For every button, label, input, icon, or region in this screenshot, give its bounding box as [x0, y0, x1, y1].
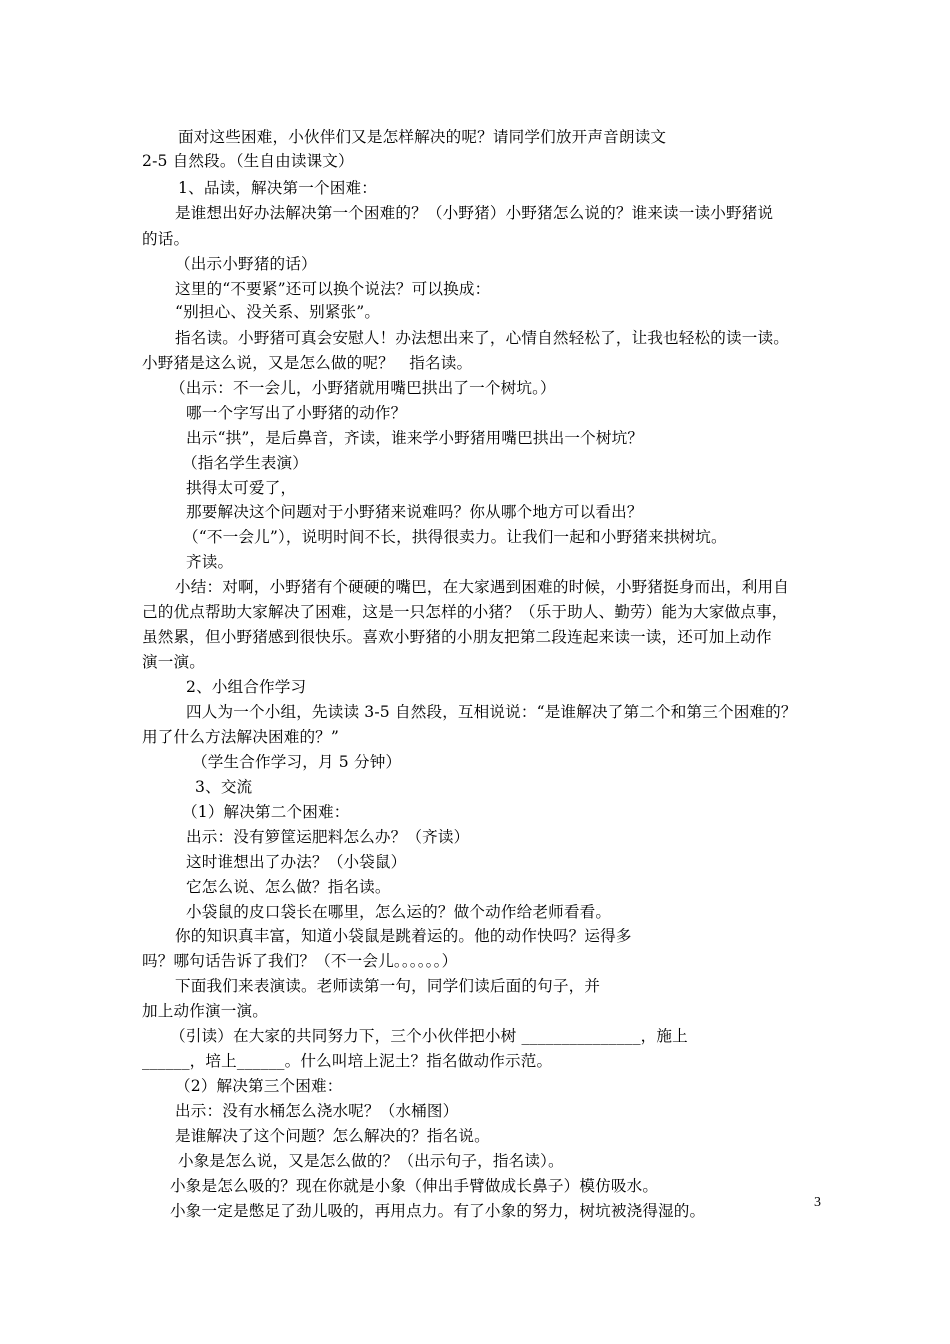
- text-line: （学生合作学习，月 5 分钟）: [192, 753, 402, 771]
- text-line: 演一演。: [142, 653, 205, 671]
- text-line: （引读）在大家的共同努力下，三个小伙伴把小树 _______________，施上: [170, 1027, 688, 1045]
- text-line: 出示“拱”，是后鼻音，齐读，谁来学小野猪用嘴巴拱出一个树坑？: [186, 429, 644, 447]
- text-line: 拱得太可爱了，: [186, 479, 297, 497]
- text-line: “别担心、没关系、别紧张”。: [175, 303, 381, 321]
- text-line: （2）解决第三个困难：: [175, 1077, 343, 1095]
- text-line: （出示：不一会儿，小野猪就用嘴巴拱出了一个树坑。）: [170, 379, 556, 397]
- text-line: （1）解决第二个困难：: [182, 803, 350, 821]
- text-line: 这里的“不要紧”还可以换个说法？可以换成：: [175, 280, 491, 298]
- text-line: （指名学生表演）: [182, 454, 308, 472]
- text-line: 虽然累，但小野猪感到很快乐。喜欢小野猪的小朋友把第二段连起来读一读，还可加上动作: [142, 628, 772, 646]
- page-number: 3: [814, 1195, 821, 1210]
- text-line: （出示小野猪的话）: [175, 255, 317, 273]
- text-line: 2-5 自然段。（生自由读课文）: [142, 152, 354, 170]
- text-line: 指名读。小野猪可真会安慰人！办法想出来了，心情自然轻松了，让我也轻松的读一读。: [175, 329, 790, 347]
- text-line: 小野猪是这么说，又是怎么做的呢？ 指名读。: [142, 354, 473, 372]
- text-line: 四人为一个小组，先读读 3-5 自然段，互相说说：“是谁解决了第二个和第三个困难的？: [186, 703, 797, 721]
- text-line: 吗？哪句话告诉了我们？（不一会儿。。。。。。）: [142, 952, 458, 970]
- text-line: 加上动作演一演。: [142, 1002, 268, 1020]
- text-line: 齐读。: [186, 553, 234, 571]
- text-line: 的话。: [142, 230, 190, 248]
- text-line: 出示：没有箩筐运肥料怎么办？（齐读）: [186, 828, 470, 846]
- text-line: 这时谁想出了办法？（小袋鼠）: [186, 853, 407, 871]
- text-line: 3、交流: [195, 778, 253, 796]
- text-line: 哪一个字写出了小野猪的动作？: [186, 404, 407, 422]
- text-line: 它怎么说、怎么做？指名读。: [186, 878, 391, 896]
- text-line: 小袋鼠的皮口袋长在哪里，怎么运的？做个动作给老师看看。: [186, 903, 612, 921]
- text-line: 是谁解决了这个问题？怎么解决的？指名说。: [175, 1127, 490, 1145]
- text-line: 你的知识真丰富，知道小袋鼠是跳着运的。他的动作快吗？运得多: [175, 927, 632, 945]
- text-line: ______，培上______。什么叫培上泥土？指名做动作示范。: [142, 1052, 553, 1070]
- text-line: 小象是怎么说，又是怎么做的？（出示句子，指名读）。: [178, 1152, 564, 1170]
- text-line: 1、品读，解决第一个困难：: [178, 179, 377, 197]
- text-line: 小结：对啊，小野猪有个硬硬的嘴巴，在大家遇到困难的时候，小野猪挺身而出，利用自: [175, 578, 790, 596]
- text-line: （“不一会儿”），说明时间不长，拱得很卖力。让我们一起和小野猪来拱树坑。: [183, 528, 727, 546]
- text-line: 己的优点帮助大家解决了困难，这是一只怎样的小猪？（乐于助人、勤劳）能为大家做点事，: [142, 603, 788, 621]
- text-line: 是谁想出好办法解决第一个困难的？（小野猪）小野猪怎么说的？谁来读一读小野猪说: [175, 204, 774, 222]
- text-line: 出示：没有水桶怎么浇水呢？（水桶图）: [175, 1102, 459, 1120]
- text-line: 用了什么方法解决困难的？”: [142, 728, 340, 746]
- text-line: 小象是怎么吸的？现在你就是小象（伸出手臂做成长鼻子）模仿吸水。: [170, 1177, 659, 1195]
- text-line: 2、小组合作学习: [186, 678, 307, 696]
- text-line: 面对这些困难，小伙伴们又是怎样解决的呢？请同学们放开声音朗读文: [178, 128, 667, 146]
- text-line: 小象一定是憋足了劲儿吸的，再用点力。有了小象的努力，树坑被浇得湿的。: [170, 1202, 706, 1220]
- text-line: 下面我们来表演读。老师读第一句，同学们读后面的句子，并: [175, 977, 601, 995]
- text-line: 那要解决这个问题对于小野猪来说难吗？你从哪个地方可以看出？: [186, 503, 643, 521]
